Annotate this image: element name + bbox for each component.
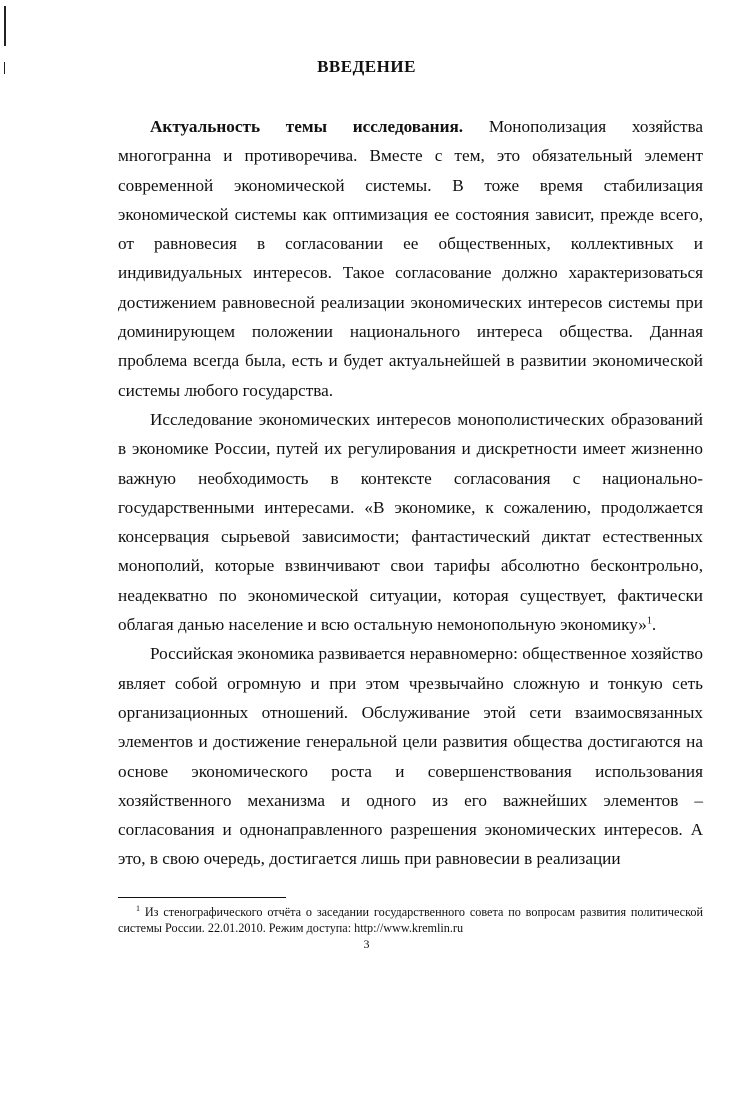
- body-text: [118, 112, 703, 874]
- footnote-divider: [118, 897, 286, 898]
- paragraph-text: Исследование экономических интересов монополистических образований в экономике России, путей их регулирования и дискретности имеет жизненно важную необходимость в контексте согласования с национально-государственными интересами. «В экономике, к сожалению, продолжается консервация сырьевой зависимости; фантастический диктат естественных монополий, которые взвинчивают свои тарифы абсолютно бесконтрольно, неадекватно по экономической ситуации, которая существует, фактически облагая данью население и всю остальную немонопольную экономику»: [118, 409, 703, 635]
- paragraph-tail: .: [651, 615, 657, 635]
- scan-edge-mark: [4, 6, 6, 46]
- paragraph-research: [118, 405, 703, 639]
- page-title: ВВЕДЕНИЕ: [317, 57, 416, 76]
- page-number: 3: [363, 937, 370, 951]
- paragraph-relevance: [118, 112, 703, 405]
- paragraph-text: Российская экономика развивается неравномерно: общественное хозяйство являет собой огромную и при этом чрезвычайно сложную и тонкую сеть организационных отношений. Обслуживание этой сети взаимосвязанных элементов и достижение генеральной цели развития общества достигаются на основе экономического роста и совершенствования использования хозяйственного механизма и одного из его важнейших элементов – согласования и однонаправленного разрешения экономических интересов. А это, в свою очередь, достигается лишь при равновесии в реализации: [118, 644, 703, 869]
- footnote-reference: 1: [646, 615, 652, 627]
- paragraph-economy: [118, 639, 703, 873]
- footnote: [118, 904, 703, 936]
- paragraph-text: Монополизация хозяйства многогранна и противоречива. Вместе с тем, это обязательный элемент современной экономической системы. В тоже время стабилизация экономической системы как оптимизация ее состояния зависит, прежде всего, от равновесия в согласовании ее общественных, коллективных и индивидуальных интересов. Такое согласование должно характеризоваться достижением равновесной реализации экономических интересов системы при доминирующем положении национального интереса общества. Данная проблема всегда была, есть и будет актуальнейшей в развитии экономической системы любого государства.: [118, 117, 703, 400]
- footnote-marker: 1: [136, 903, 140, 913]
- footnote-text: Из стенографического отчёта о заседании государственного совета по вопросам развития политической системы России. 22.01.2010. Режим доступа: http://www.kremlin.ru: [118, 905, 703, 935]
- paragraph-lead: Актуальность темы исследования.: [150, 117, 464, 136]
